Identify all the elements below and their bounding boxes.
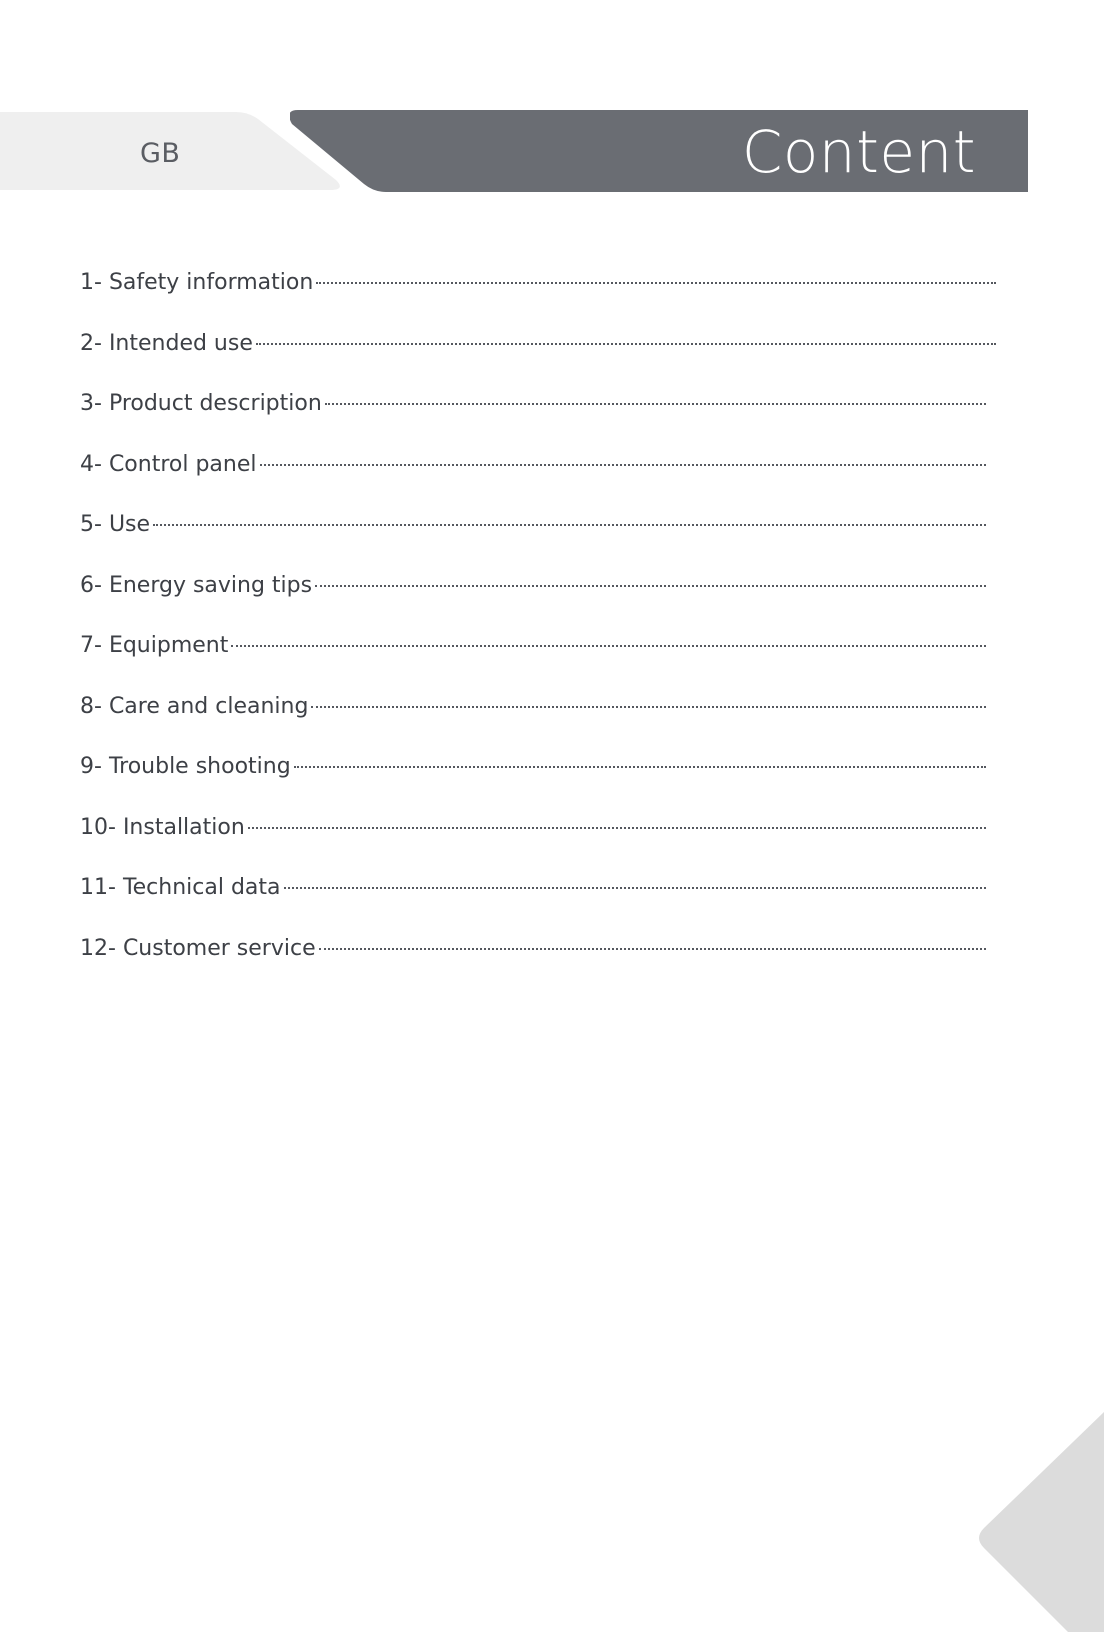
- toc-label: Use: [108, 512, 151, 537]
- toc-item[interactable]: [80, 512, 986, 573]
- toc-number: 5-: [80, 512, 102, 537]
- toc-number: 12-: [80, 935, 116, 961]
- dot-leader: [260, 464, 987, 466]
- dot-leader: [311, 706, 986, 708]
- toc-item[interactable]: [80, 633, 986, 694]
- dot-leader: [231, 645, 986, 647]
- toc-label: Installation: [122, 814, 245, 840]
- toc-item[interactable]: [80, 270, 986, 331]
- toc-label: Control panel: [108, 451, 257, 477]
- dot-leader: [319, 948, 986, 950]
- toc-item[interactable]: [80, 694, 986, 755]
- toc-label: Care and cleaning: [108, 693, 309, 719]
- dot-leader: [248, 827, 986, 829]
- toc-label: Energy saving tips: [108, 572, 313, 598]
- toc-label: Intended use: [108, 330, 253, 356]
- dot-leader: [153, 524, 986, 526]
- toc-item[interactable]: [80, 815, 986, 876]
- toc-number: 2-: [80, 330, 102, 356]
- page-title: Content: [741, 118, 976, 186]
- toc-item[interactable]: [80, 331, 986, 392]
- toc-item[interactable]: [80, 452, 986, 513]
- toc-label: Trouble shooting: [108, 754, 291, 779]
- dot-leader: [315, 585, 986, 587]
- toc-item[interactable]: [80, 875, 986, 936]
- dot-leader: [316, 282, 996, 284]
- toc-number: 8-: [80, 693, 102, 719]
- toc-item[interactable]: [80, 754, 986, 815]
- language-code: GB: [140, 138, 181, 169]
- toc-label: Technical data: [122, 875, 281, 900]
- toc-number: 6-: [80, 572, 102, 598]
- toc-item[interactable]: [80, 936, 986, 997]
- toc-item[interactable]: [80, 573, 986, 634]
- dot-leader: [294, 766, 986, 768]
- toc-label: Customer service: [122, 935, 316, 961]
- toc-label: Equipment: [108, 633, 229, 658]
- toc-number: 1-: [80, 270, 102, 295]
- dot-leader: [325, 403, 986, 405]
- toc-number: 9-: [80, 754, 102, 779]
- toc-item[interactable]: [80, 391, 986, 452]
- table-of-contents: [80, 270, 986, 996]
- toc-number: 7-: [80, 633, 102, 658]
- dot-leader: [256, 343, 996, 345]
- toc-number: 3-: [80, 391, 102, 416]
- toc-label: Product description: [108, 391, 322, 416]
- corner-triangle-shape: [964, 1412, 1104, 1632]
- toc-number: 4-: [80, 451, 102, 477]
- toc-label: Safety information: [108, 270, 314, 295]
- page-corner-decoration: [964, 1412, 1104, 1632]
- toc-number: 10-: [80, 814, 116, 840]
- toc-number: 11-: [80, 875, 116, 900]
- dot-leader: [284, 887, 986, 889]
